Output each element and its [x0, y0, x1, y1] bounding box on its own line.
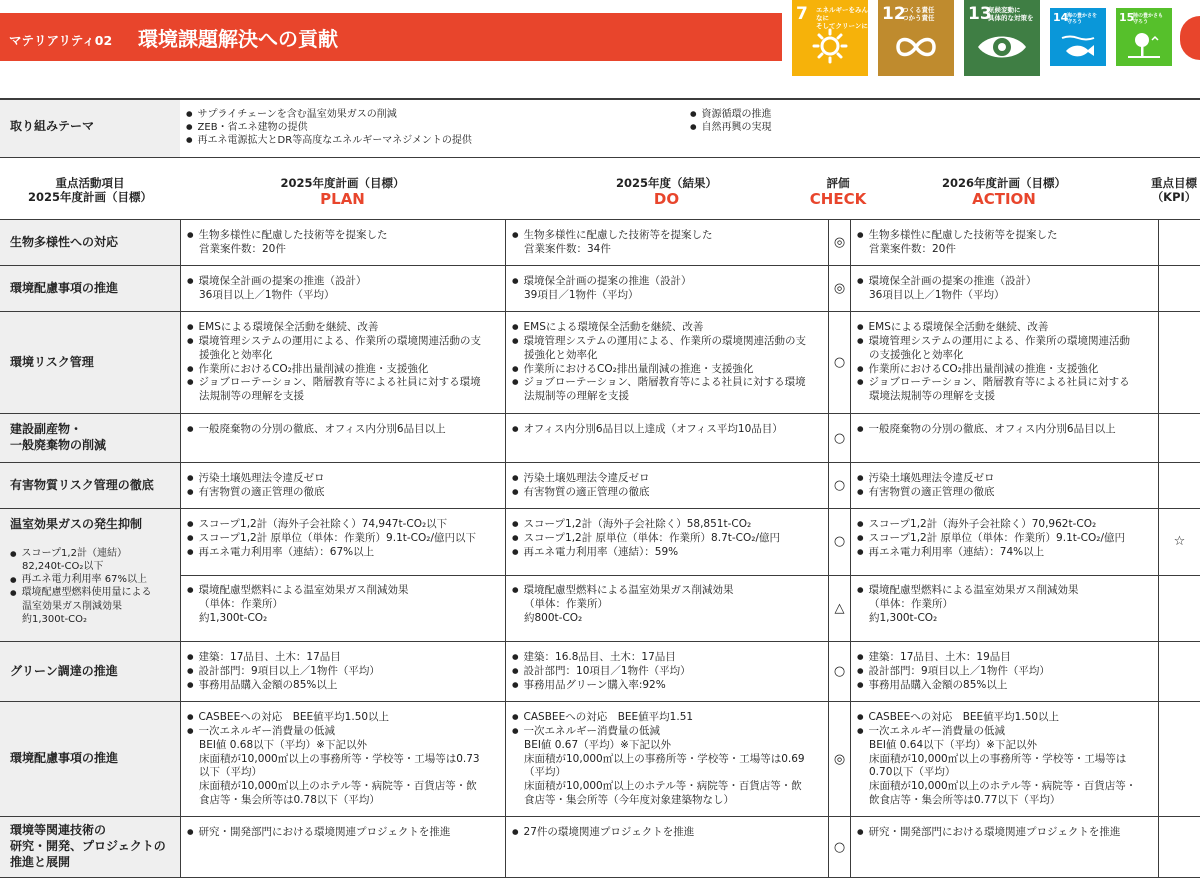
bullet-item: [512, 363, 822, 377]
row-cells: [0, 702, 1200, 817]
plan-cell: [180, 702, 505, 817]
action-cell: [850, 575, 1158, 642]
action-cell: [850, 266, 1158, 312]
col-do-header: 2025年度（結果） DO: [505, 176, 828, 208]
bullet-item: [512, 584, 822, 598]
bullet-item: [187, 472, 499, 486]
bullet-continuation: 約1,300t-CO₂: [199, 611, 268, 624]
check-tag: CHECK: [809, 190, 867, 209]
bullet-text: 環境配慮型燃料による温室効果ガス削減効果: [523, 584, 734, 596]
bullet-item: [857, 321, 1152, 335]
bullet-item: [857, 363, 1152, 377]
theme-item: ● 自然再興の実現: [690, 121, 772, 134]
kpi-cell: [1158, 702, 1200, 816]
materiality-subtitle: マテリアリティ02: [9, 33, 113, 48]
bullet-text: 環境保全計画の提案の推進（設計）: [198, 275, 367, 287]
bullet-text: 環境管理システムの運用による、作業所の環境関連活動の支: [198, 334, 481, 347]
bullet-text: 生物多様性に配慮した技術等を提案した: [198, 229, 388, 241]
bullet-item: [512, 725, 822, 739]
bullet-item: [512, 376, 822, 390]
bullet-text: スコープ1,2計 原単位（単体：作業所）8.7t-CO₂/億円: [523, 531, 781, 544]
evaluation-mark: △: [828, 575, 850, 642]
bullet-text: 再エネ電力利用率（連結）：67%以上: [198, 545, 375, 558]
bullet-item: [857, 826, 1152, 840]
theme-item: ● サプライチェーンを含む温室効果ガスの削減: [186, 108, 472, 121]
bullet-list: [857, 826, 1152, 840]
table-row: [0, 266, 1200, 312]
bullet-continuation: の支援強化と効率化: [869, 348, 964, 361]
bullet-text: 作業所におけるCO₂排出量削減の推進・支援強化: [868, 362, 1099, 375]
bullet-text: ジョブローテーション、階層教育等による社員に対する環境: [523, 376, 806, 389]
bullet-list: [187, 826, 499, 840]
bullet-item: [187, 486, 499, 500]
bullet-item: [857, 725, 1152, 739]
action-cell: [850, 702, 1158, 817]
bullet-item: [512, 275, 822, 289]
bullet-text: EMSによる環境保全活動を継続、改善: [523, 321, 704, 333]
bullet-continuation: 法規制等の理解を支援: [524, 390, 629, 403]
do-cell: [505, 414, 828, 463]
bullet-continuation: （平均）: [524, 766, 566, 779]
col-action-header: 2026年度計画（目標） ACTION: [850, 176, 1158, 208]
bullet-item: [187, 725, 499, 739]
page-title: 環境課題解決への貢献: [138, 27, 338, 51]
row-cells: [0, 575, 1200, 642]
bullet-text: ジョブローテーション、階層教育等による社員に対する: [868, 376, 1130, 389]
evaluation-mark: ○: [828, 509, 850, 575]
bullet-item: [187, 321, 499, 335]
bullet-item: [187, 423, 499, 437]
kpi-cell: [1158, 642, 1200, 701]
bullet-text: 27件の環境関連プロジェクトを推進: [523, 826, 695, 838]
row-cells: [0, 642, 1200, 702]
bullet-item: [512, 665, 822, 679]
bullet-item: [187, 679, 499, 693]
kpi-cell: [1158, 220, 1200, 265]
table-row: [0, 642, 1200, 702]
bullet-text: ジョブローテーション、階層教育等による社員に対する環境: [198, 376, 481, 389]
label-bullet-continuation: 温室効果ガス削減効果: [22, 600, 122, 612]
bullet-text: 再エネ電力利用率（連結）：74%以上: [868, 545, 1045, 558]
bullet-text: 環境保全計画の提案の推進（設計）: [868, 275, 1037, 287]
bullet-continuation: 床面積が10,000㎡以上の事務所等・学校等・工場等は: [869, 752, 1127, 765]
col-check-header: 評価 CHECK: [800, 176, 876, 208]
bullet-text: 作業所におけるCO₂排出量削減の推進・支援強化: [523, 362, 754, 375]
bullet-continuation: 食店等・集会所等（今年度対象建築物なし）: [524, 794, 734, 807]
bullet-list: [187, 423, 499, 437]
bullet-list: [857, 711, 1152, 808]
bullet-item: [512, 679, 822, 693]
evaluation-mark: ○: [828, 414, 850, 463]
title-band: [0, 13, 782, 61]
row-cells: [0, 509, 1200, 575]
evaluation-mark: ○: [828, 312, 850, 414]
label-bullet-continuation: 約1,300t-CO₂: [22, 613, 88, 625]
sdg-13-icon: 13 気候変動に 具体的な対策を: [964, 0, 1040, 76]
bullet-text: 作業所におけるCO₂排出量削減の推進・支援強化: [198, 362, 429, 375]
bullet-text: スコープ1,2計 原単位（単体：作業所）9.1t-CO₂/億円: [868, 531, 1126, 544]
bullet-list: [512, 651, 822, 693]
bullet-item: [857, 472, 1152, 486]
bullet-text: 有害物質の適正管理の徹底: [523, 485, 650, 498]
plan-cell: [180, 220, 505, 266]
bullet-continuation: 36項目以上／1物件（平均）: [199, 288, 335, 301]
bullet-list: [857, 651, 1152, 693]
bullet-text: 設計部門：9項目以上／1物件（平均）: [868, 664, 1050, 677]
plan-tag: PLAN: [320, 190, 365, 209]
sub-row-divider: [180, 575, 1200, 576]
bullet-text: EMSによる環境保全活動を継続、改善: [868, 321, 1049, 333]
label-bullet-item: ● 再エネ電力利用率 67%以上: [10, 574, 147, 586]
bullet-item: [512, 321, 822, 335]
bullet-list: [512, 275, 822, 303]
bullet-list: [187, 229, 499, 257]
bullet-continuation: 環境法規制等の理解を支援: [869, 390, 995, 403]
plan-cell: [180, 312, 505, 414]
bullet-continuation: （単体：作業所）: [869, 597, 953, 610]
table-row: [0, 817, 1200, 878]
table-row: [0, 220, 1200, 266]
evaluation-mark: ◎: [828, 266, 850, 312]
bullet-item: [187, 229, 499, 243]
table-row: [0, 702, 1200, 817]
bullet-text: CASBEEへの対応 BEE値平均1.51: [523, 711, 694, 723]
bullet-item: [512, 423, 822, 437]
bullet-text: 有害物質の適正管理の徹底: [198, 485, 325, 498]
bullet-list: [512, 518, 822, 560]
evaluation-mark: ○: [828, 817, 850, 878]
bullet-text: 事務用品購入金額の85%以上: [868, 678, 1008, 691]
themes-list-right: [690, 108, 772, 134]
do-cell: [505, 463, 828, 509]
plan-cell: [180, 266, 505, 312]
action-cell: [850, 312, 1158, 414]
sdg-7-icon: 7 エネルギーをみんなに そしてクリーンに: [792, 0, 868, 76]
label-bullet-item: ● 環境配慮型燃料使用量による: [10, 587, 152, 599]
table-row: [0, 463, 1200, 509]
bullet-item: [187, 532, 499, 546]
bullet-text: 環境管理システムの運用による、作業所の環境関連活動: [868, 334, 1130, 347]
kpi-cell: [1158, 575, 1200, 642]
bullet-text: 一般廃棄物の分別の徹底、オフィス内分別6品目以上: [868, 423, 1116, 435]
bullet-list: [512, 472, 822, 500]
bullet-continuation: 0.70以下（平均）: [869, 766, 956, 779]
bullet-list: [512, 711, 822, 808]
label-bullet-text: スコープ1,2計（連結）: [21, 547, 127, 559]
do-cell: [505, 817, 828, 878]
row-label-text: 建設副産物・ 一般廃棄物の削減: [10, 422, 107, 452]
action-cell: [850, 220, 1158, 266]
bullet-item: [187, 711, 499, 725]
bullet-item: [187, 335, 499, 349]
page-tab-edge: [1180, 16, 1200, 60]
kpi-cell: [1158, 414, 1200, 462]
bullet-item: [857, 376, 1152, 390]
bullet-list: [187, 651, 499, 693]
label-bullet-text: 再エネ電力利用率 67%以上: [21, 574, 147, 586]
bullet-text: 設計部門：9項目以上／1物件（平均）: [198, 664, 380, 677]
bullet-continuation: 36項目以上／1物件（平均）: [869, 288, 1005, 301]
bullet-text: 事務用品購入金額の85%以上: [198, 678, 338, 691]
do-cell: [505, 312, 828, 414]
bullet-item: [512, 229, 822, 243]
action-tag: ACTION: [972, 190, 1036, 209]
row-label-text: グリーン調達の推進: [10, 663, 118, 678]
bullet-continuation: 飲食店等・集会所等は0.77以下（平均）: [869, 794, 1061, 807]
bullet-list: [857, 321, 1152, 404]
bullet-continuation: 39項目／1物件（平均）: [524, 288, 639, 301]
bullet-list: [857, 472, 1152, 500]
bullet-text: 環境保全計画の提案の推進（設計）: [523, 275, 692, 287]
bullet-text: 生物多様性に配慮した技術等を提案した: [523, 229, 713, 241]
bullet-list: [187, 518, 499, 560]
bullet-text: 一次エネルギー消費量の低減: [198, 724, 336, 737]
do-cell: [505, 266, 828, 312]
action-cell: [850, 414, 1158, 463]
bullet-text: 一般廃棄物の分別の徹底、オフィス内分別6品目以上: [198, 423, 446, 435]
bullet-item: [512, 546, 822, 560]
bullet-continuation: 営業案件数：34件: [524, 242, 611, 255]
col-plan-header: 2025年度計画（目標） PLAN: [180, 176, 505, 208]
bullet-item: [187, 826, 499, 840]
bullet-text: 生物多様性に配慮した技術等を提案した: [868, 229, 1058, 241]
column-header: [0, 172, 1200, 220]
bullet-text: スコープ1,2計（海外子会社除く）70,962t-CO₂: [868, 518, 1097, 530]
themes-list-left: [186, 108, 472, 148]
bullet-text: 汚染土壌処理法令違反ゼロ: [523, 472, 650, 484]
do-cell: [505, 642, 828, 702]
sdg-14-icon: 14 海の豊かさを 守ろう: [1050, 8, 1106, 66]
bullet-continuation: 約800t-CO₂: [524, 611, 583, 624]
bullet-item: [512, 518, 822, 532]
table-row: [0, 414, 1200, 463]
bullet-item: [857, 229, 1152, 243]
bullet-item: [512, 826, 822, 840]
bullet-item: [857, 651, 1152, 665]
bullet-item: [187, 363, 499, 377]
bullet-item: [857, 335, 1152, 349]
bullet-list: [187, 321, 499, 404]
bullet-list: [857, 518, 1152, 560]
bullet-list: [512, 423, 822, 437]
themes-label: 取り組みテーマ: [0, 100, 180, 157]
bullet-list: [512, 826, 822, 840]
bullet-list: [857, 275, 1152, 303]
evaluation-mark: ◎: [828, 702, 850, 817]
label-bullet-item: ● スコープ1,2計（連結）: [10, 547, 127, 559]
bullet-list: [187, 584, 499, 626]
plan-cell: [180, 642, 505, 702]
bullet-item: [857, 584, 1152, 598]
bullet-text: 建築：17品目、土木：17品目: [198, 651, 341, 663]
bullet-item: [187, 584, 499, 598]
bullet-continuation: 床面積が10,000㎡以上のホテル等・病院等・百貨店等・: [869, 780, 1137, 793]
do-tag: DO: [653, 190, 680, 209]
bullet-item: [857, 711, 1152, 725]
bullet-list: [512, 584, 822, 626]
bullet-continuation: 以下（平均）: [199, 766, 262, 779]
bullet-text: 建築：17品目、土木：19品目: [868, 651, 1011, 663]
bullet-item: [857, 546, 1152, 560]
bullet-item: [857, 532, 1152, 546]
bullet-text: オフィス内分別6品目以上達成（オフィス平均10品目）: [523, 423, 783, 435]
bullet-text: EMSによる環境保全活動を継続、改善: [198, 321, 379, 333]
kpi-star: ☆: [1158, 509, 1200, 575]
row-cells: [0, 463, 1200, 509]
action-cell: [850, 642, 1158, 702]
plan-cell: [180, 414, 505, 463]
sdg-15-icon: 15 陸の豊かさも 守ろう: [1116, 8, 1172, 66]
kpi-cell: [1158, 312, 1200, 413]
bullet-item: [512, 711, 822, 725]
bullet-text: 研究・開発部門における環境関連プロジェクトを推進: [198, 826, 451, 838]
theme-item: ● ZEB・省エネ建物の提供: [186, 121, 472, 134]
bullet-text: スコープ1,2計 原単位（単体：作業所）9.1t-CO₂/億円以下: [198, 531, 477, 544]
bullet-list: [512, 321, 822, 404]
row-label-text: 有害物質リスク管理の徹底: [10, 477, 154, 492]
bullet-text: 一次エネルギー消費量の低減: [523, 724, 661, 737]
bullet-item: [187, 518, 499, 532]
bullet-continuation: 援強化と効率化: [524, 348, 598, 361]
bullet-continuation: BEI値 0.64以下（平均）※下記以外: [869, 738, 1037, 751]
action-cell: [850, 817, 1158, 878]
bullet-continuation: 法規制等の理解を支援: [199, 390, 304, 403]
bullet-text: 研究・開発部門における環境関連プロジェクトを推進: [868, 826, 1121, 838]
label-bullet-text: 環境配慮型燃料使用量による: [21, 587, 152, 599]
theme-item: ● 資源循環の推進: [690, 108, 772, 121]
row-label-text: 環境配慮事項の推進: [10, 751, 119, 766]
plan-cell: [180, 575, 505, 642]
action-cell: [850, 463, 1158, 509]
bullet-item: [512, 532, 822, 546]
bullet-list: [187, 275, 499, 303]
bullet-list: [187, 472, 499, 500]
bullet-list: [857, 423, 1152, 437]
kpi-cell: [1158, 266, 1200, 311]
bullet-text: 再エネ電力利用率（連結）：59%: [523, 545, 679, 558]
bullet-text: CASBEEへの対応 BEE値平均1.50以上: [868, 711, 1060, 723]
table-row-ghg: [0, 509, 1200, 642]
bullet-list: [857, 584, 1152, 626]
row-label-text: 環境リスク管理: [10, 354, 94, 369]
page-header: [0, 0, 1200, 78]
bullet-continuation: 営業案件数：20件: [199, 242, 286, 255]
bullet-item: [857, 665, 1152, 679]
row-label-text: 温室効果ガスの発生抑制: [10, 517, 143, 531]
row-label-text: 環境等関連技術の 研究・開発、プロジェクトの 推進と展開: [10, 823, 166, 869]
plan-cell: [180, 463, 505, 509]
row-label-text: 環境配慮事項の推進: [10, 280, 119, 295]
bullet-continuation: （単体：作業所）: [524, 597, 608, 610]
bullet-continuation: BEI値 0.67（平均）※下記以外: [524, 738, 671, 751]
bullet-continuation: 営業案件数：20件: [869, 242, 956, 255]
bullet-item: [512, 335, 822, 349]
bullet-continuation: 食店等・集会所等は0.78以下（平均）: [199, 794, 380, 807]
bullet-text: CASBEEへの対応 BEE値平均1.50以上: [198, 711, 390, 723]
kpi-cell: [1158, 817, 1200, 877]
row-label-text: 生物多様性への対応: [10, 234, 119, 249]
bullet-item: [187, 275, 499, 289]
bullet-item: [857, 518, 1152, 532]
do-cell: [505, 575, 828, 642]
row-cells: [0, 266, 1200, 312]
bullet-text: 建築：16.8品目、土木：17品目: [523, 651, 676, 663]
bullet-continuation: （単体：作業所）: [199, 597, 283, 610]
bullet-text: 設計部門：10項目／1物件（平均）: [523, 664, 691, 677]
theme-item: ● 再エネ電源拡大とDR等高度なエネルギーマネジメントの提供: [186, 134, 472, 147]
bullet-text: 汚染土壌処理法令違反ゼロ: [868, 472, 995, 484]
bullet-item: [187, 376, 499, 390]
bullet-continuation: BEI値 0.68以下（平均）※下記以外: [199, 738, 367, 751]
bullet-item: [187, 651, 499, 665]
bullet-text: 環境配慮型燃料による温室効果ガス削減効果: [868, 584, 1079, 596]
row-cells: [0, 220, 1200, 266]
plan-cell: [180, 817, 505, 878]
sdg-12-icon: 12 つくる責任 つかう責任: [878, 0, 954, 76]
bullet-item: [187, 546, 499, 560]
do-cell: [505, 220, 828, 266]
bullet-list: [512, 229, 822, 257]
bullet-item: [857, 679, 1152, 693]
bullet-continuation: 床面積が10,000㎡以上のホテル等・病院等・百貨店等・飲: [524, 780, 802, 793]
row-cells: [0, 414, 1200, 463]
bullet-continuation: 床面積が10,000㎡以上の事務所等・学校等・工場等は0.69: [524, 752, 805, 765]
do-cell: [505, 509, 828, 575]
evaluation-mark: ◎: [828, 220, 850, 266]
bullet-continuation: 床面積が10,000㎡以上のホテル等・病院等・百貨店等・飲: [199, 780, 477, 793]
evaluation-mark: ○: [828, 642, 850, 702]
themes-row: [0, 98, 1200, 158]
bullet-list: [187, 711, 499, 808]
bullet-item: [857, 486, 1152, 500]
row-cells: [0, 312, 1200, 414]
col-kpi-header: 重点目標 （KPI）: [1151, 176, 1197, 205]
bullet-item: [857, 275, 1152, 289]
bullet-continuation: 床面積が10,000㎡以上の事務所等・学校等・工場等は0.73: [199, 752, 480, 765]
label-bullet-continuation: 82,240t-CO₂以下: [22, 561, 104, 573]
bullet-text: 一次エネルギー消費量の低減: [868, 724, 1006, 737]
bullet-text: 汚染土壌処理法令違反ゼロ: [198, 472, 325, 484]
bullet-item: [857, 423, 1152, 437]
bullet-text: 有害物質の適正管理の徹底: [868, 485, 995, 498]
bullet-item: [512, 486, 822, 500]
col-item-header: 重点活動項目 2025年度計画（目標）: [27, 176, 152, 205]
row-cells: [0, 817, 1200, 878]
bullet-item: [512, 472, 822, 486]
bullet-item: [187, 665, 499, 679]
bullet-text: 環境管理システムの運用による、作業所の環境関連活動の支: [523, 334, 806, 347]
kpi-cell: [1158, 463, 1200, 508]
plan-cell: [180, 509, 505, 575]
do-cell: [505, 702, 828, 817]
bullet-item: [512, 651, 822, 665]
bullet-text: 環境配慮型燃料による温室効果ガス削減効果: [198, 584, 409, 596]
action-cell: [850, 509, 1158, 575]
bullet-text: スコープ1,2計（海外子会社除く）58,851t-CO₂: [523, 518, 752, 530]
bullet-text: スコープ1,2計（海外子会社除く）74,947t-CO₂以下: [198, 518, 448, 530]
evaluation-mark: ○: [828, 463, 850, 509]
bullet-continuation: 援強化と効率化: [199, 348, 273, 361]
table-row: [0, 312, 1200, 414]
bullet-list: [857, 229, 1152, 257]
bullet-text: 事務用品グリーン購入率:92%: [523, 678, 666, 691]
bullet-continuation: 約1,300t-CO₂: [869, 611, 938, 624]
